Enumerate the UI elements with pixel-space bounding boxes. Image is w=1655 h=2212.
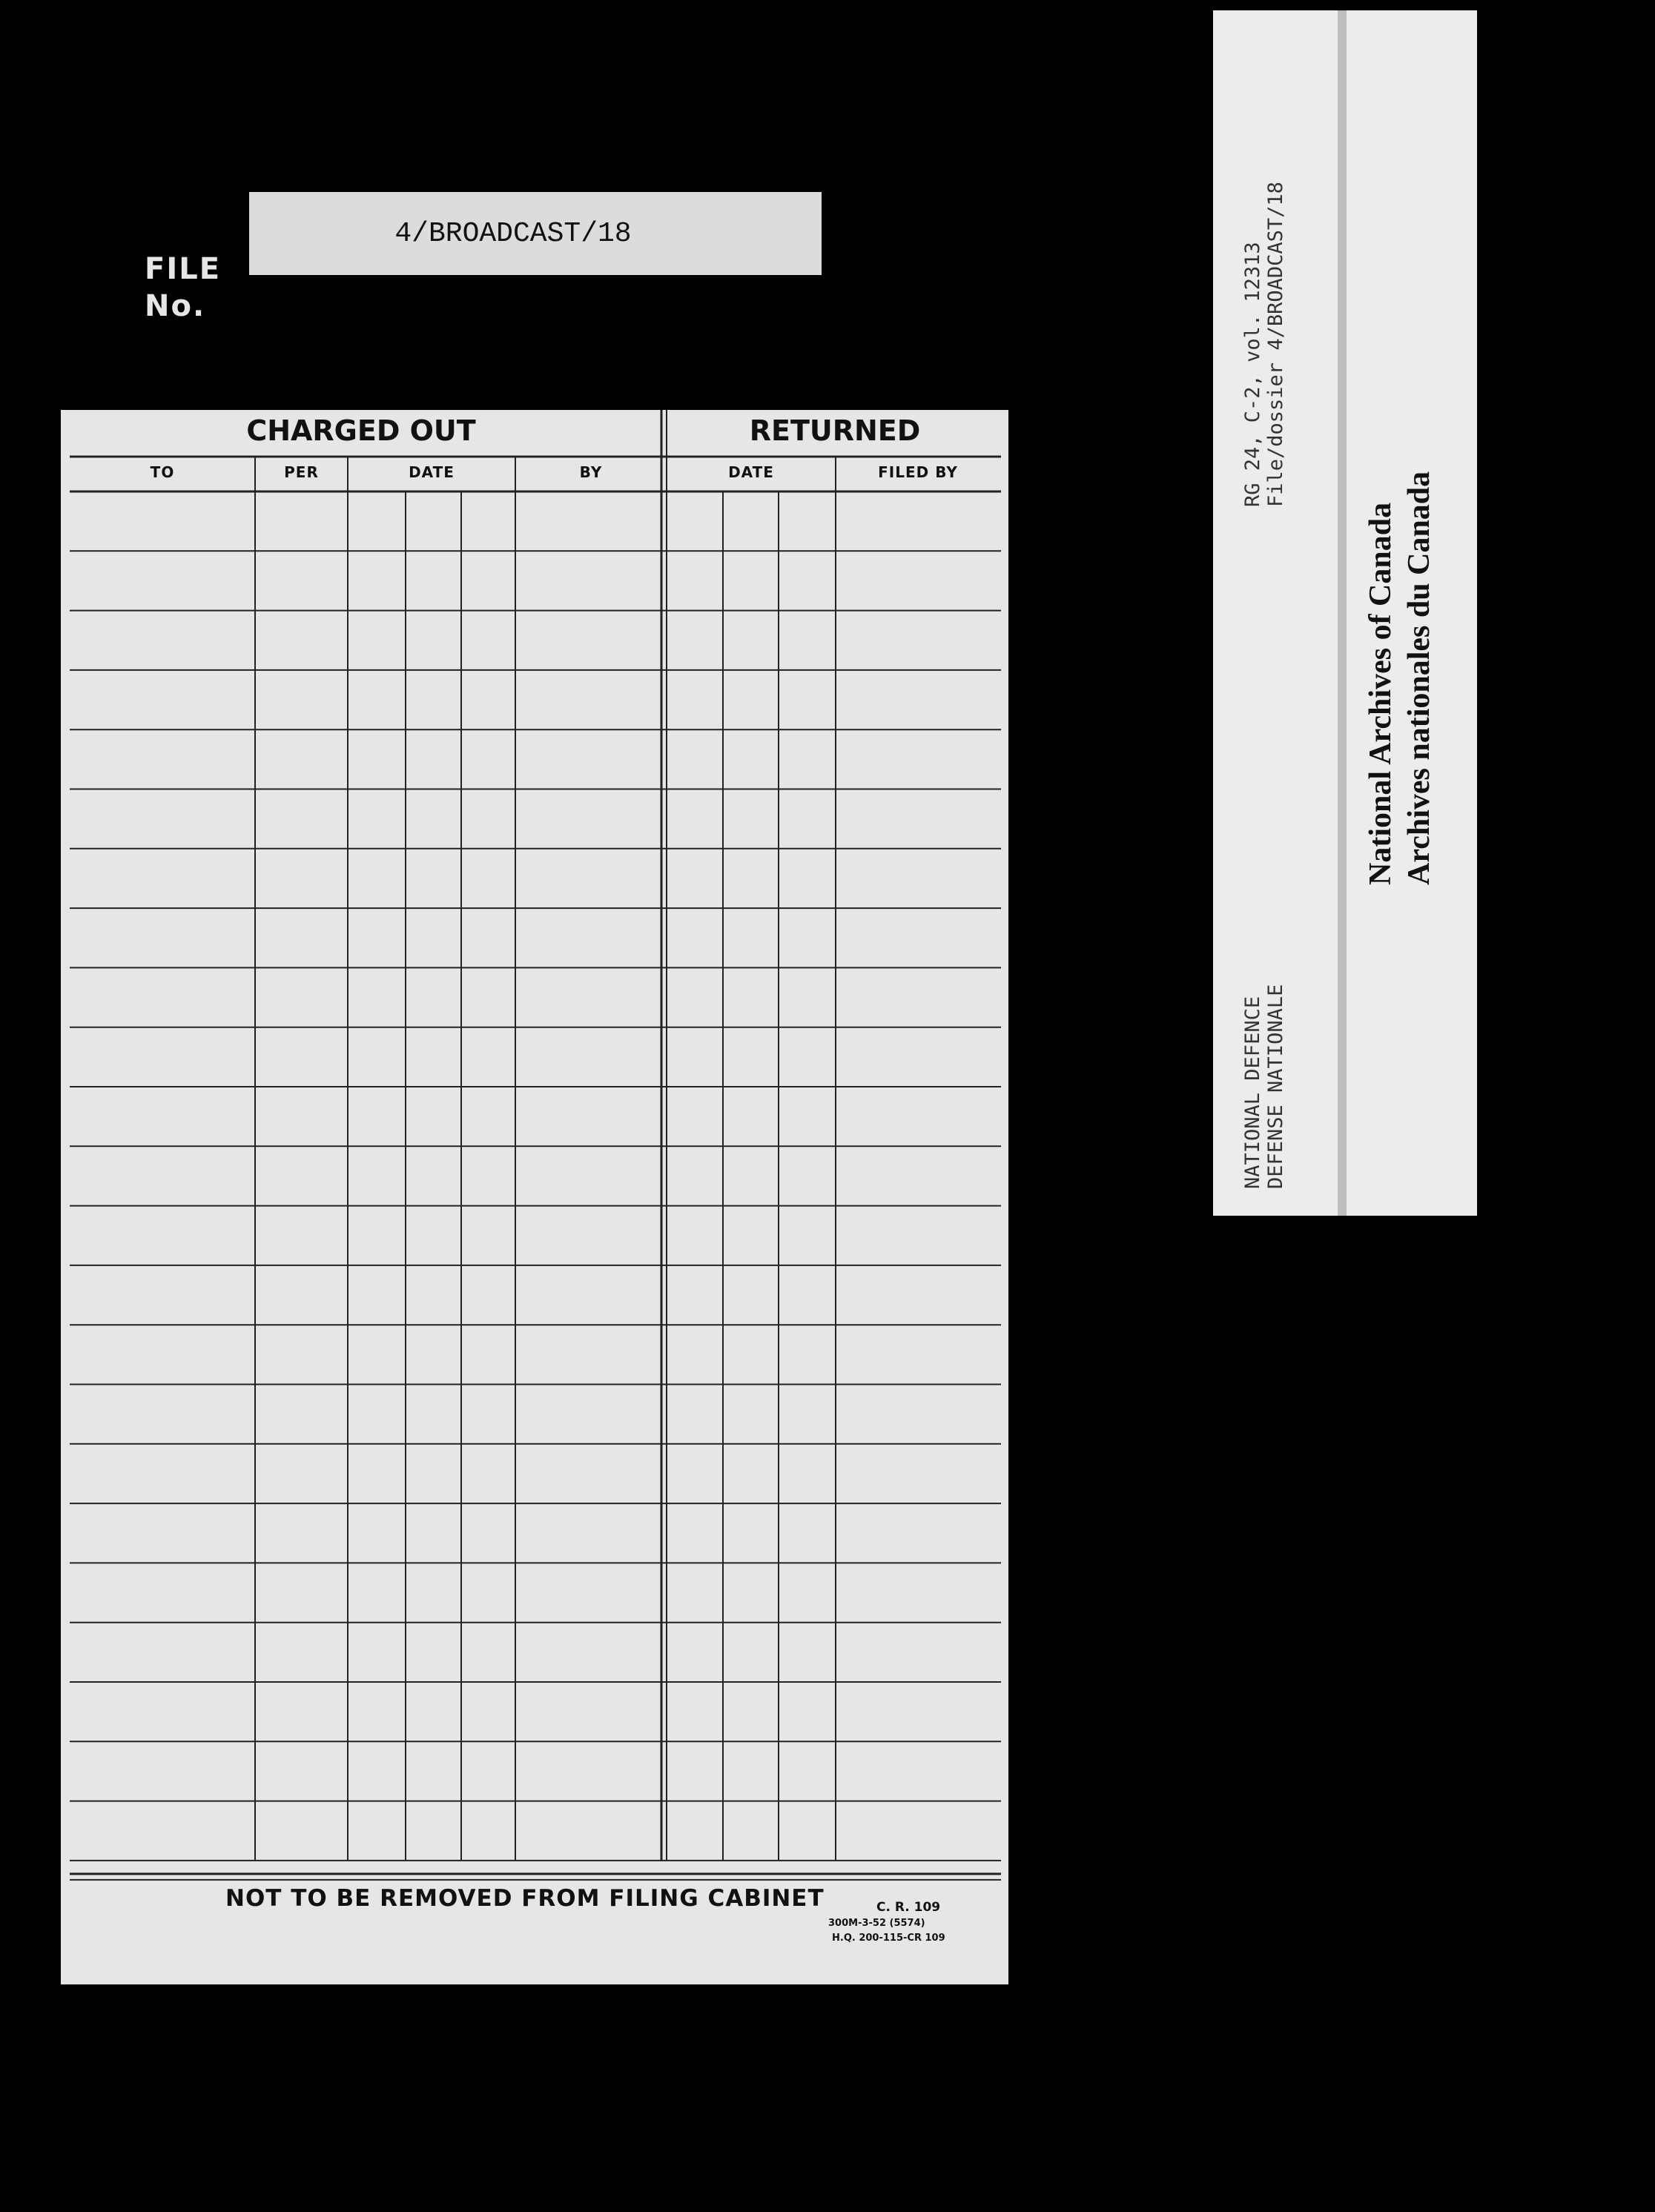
department-name [1241, 984, 1287, 1189]
form-code: C. R. 109 [876, 1900, 941, 1915]
hq-code: H.Q. 200-115-CR 109 [832, 1933, 945, 1944]
file-number-value: 4/BROADCAST/18 [394, 217, 632, 250]
column-header-filed-by: FILED BY [878, 463, 958, 481]
column-header-per: PER [284, 463, 319, 481]
charge-out-grid [61, 410, 1008, 1984]
column-header-to: TO [150, 463, 175, 481]
charge-out-card [61, 410, 1008, 1984]
file-label-line1: FILE [145, 252, 222, 286]
file-number-label [145, 251, 221, 325]
print-code: 300M-3-52 (5574) [828, 1918, 925, 1929]
department-line2: DEFENSE NATIONALE [1264, 984, 1287, 1189]
removal-warning: NOT TO BE REMOVED FROM FILING CABINET [225, 1885, 825, 1912]
reference-line2: File/dossier 4/BROADCAST/18 [1264, 182, 1287, 507]
reference-line1: RG 24, C-2, vol. 12313 [1241, 242, 1264, 507]
column-header-by: BY [579, 463, 603, 481]
archive-label-strip [1213, 10, 1477, 1216]
column-header-returned-date: DATE [728, 463, 774, 481]
strip-divider [1338, 10, 1347, 1216]
archives-line1: National Archives of Canada [1364, 502, 1398, 885]
returned-title: RETURNED [749, 414, 921, 447]
department-line1: NATIONAL DEFENCE [1241, 996, 1264, 1189]
charged-out-title: CHARGED OUT [246, 414, 476, 447]
file-number-tab [249, 192, 822, 275]
file-label-line2: No. [145, 289, 206, 323]
archives-name [1361, 471, 1438, 885]
archive-reference [1241, 182, 1287, 507]
column-header-date: DATE [409, 463, 455, 481]
archives-line2: Archives nationales du Canada [1402, 471, 1436, 885]
